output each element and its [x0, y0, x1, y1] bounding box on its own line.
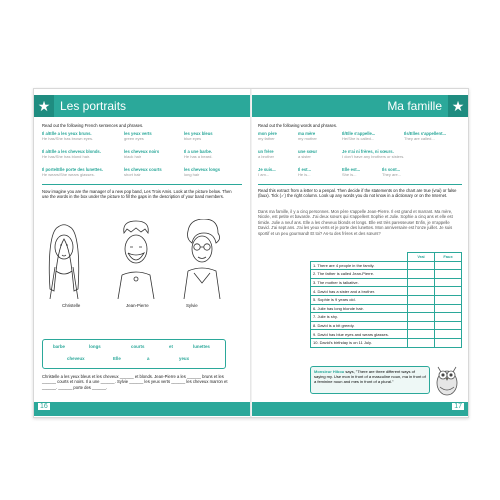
- faux-cell[interactable]: [435, 295, 462, 304]
- word-item: longs: [89, 344, 101, 349]
- phrase-en: a brother: [258, 154, 275, 159]
- left-title: Les portraits: [60, 99, 127, 113]
- vrai-cell[interactable]: [408, 270, 435, 279]
- name-christelle: Christelle: [62, 303, 81, 308]
- phrase-fr: Il porte/Elle porte des lunettes.: [42, 167, 103, 172]
- note-speaker: Monsieur Hibou: [314, 369, 345, 374]
- phrase-en: my mother: [298, 136, 317, 141]
- word-item: lunettes: [193, 344, 210, 349]
- page-number: 16: [40, 403, 48, 410]
- phrase-en: He is...: [298, 172, 311, 177]
- phrase-pair: [184, 131, 244, 141]
- phrase-fr: Il est...: [298, 167, 312, 172]
- phrase-en: He has a beard.: [184, 154, 213, 159]
- phrase-pair: [382, 167, 422, 177]
- phrase-pair: [298, 167, 336, 177]
- statement: 10. David's birthday is on 11 July.: [311, 338, 408, 347]
- word-item: courts: [131, 344, 145, 349]
- phrase-en: black hair: [124, 154, 142, 159]
- header-faux: Faux: [435, 253, 462, 262]
- phrase-en: He wears/She wears glasses.: [42, 172, 95, 177]
- vrai-cell[interactable]: [408, 295, 435, 304]
- star-icon: ★: [448, 95, 468, 117]
- phrase-pair: [298, 131, 336, 141]
- phrase-en: I am...: [258, 172, 270, 177]
- word-box: [42, 339, 226, 369]
- phrase-pair: [342, 167, 380, 177]
- phrase-pair: [184, 167, 244, 177]
- phrase-en: I don't have any brothers or sisters.: [342, 154, 405, 159]
- phrase-fr: Elle est...: [342, 167, 361, 172]
- vrai-cell[interactable]: [408, 261, 435, 270]
- vrai-cell[interactable]: [408, 287, 435, 296]
- right-title: Ma famille: [387, 99, 442, 113]
- note-text: says, "There are three different ways of saying my. Use mon in front of a masculine noun, ma in front of a feminine noun and mes in front of a plural.": [314, 369, 426, 385]
- phrase-pair: [124, 167, 179, 177]
- phrase-fr: les yeux verts: [124, 131, 152, 136]
- faux-cell[interactable]: [435, 278, 462, 287]
- phrase-en: They are...: [382, 172, 402, 177]
- phrase-fr: les cheveux courts: [124, 167, 162, 172]
- phrase-en: They are called...: [404, 136, 435, 141]
- phrase-fr: Je n'ai ni frères, ni sœurs.: [342, 149, 394, 154]
- phrase-pair: [42, 131, 112, 141]
- faux-cell[interactable]: [435, 313, 462, 322]
- phrase-fr: Ils/Elles s'appellent...: [404, 131, 446, 136]
- owl-icon: [434, 361, 460, 397]
- left-footer-bar: [34, 402, 250, 416]
- tip-note: [310, 366, 430, 394]
- phrase-fr: un frère: [258, 149, 274, 154]
- true-false-table: [310, 252, 462, 348]
- statement: 7. Julie is shy.: [311, 313, 408, 322]
- phrase-pair: [42, 167, 122, 177]
- word-item: cheveux: [67, 356, 85, 361]
- statement: 9. David has blue eyes and wears glasses.: [311, 330, 408, 339]
- faux-cell[interactable]: [435, 338, 462, 347]
- phrase-pair: [124, 131, 179, 141]
- faux-cell[interactable]: [435, 261, 462, 270]
- phrase-pair: [342, 131, 400, 141]
- fill-gaps-text: Christelle a les yeux bleus et les cheveux ______ et blonds. Jean-Pierre a les ______ bruns et les ______ courts et noirs. Il a une ______. Sylvie ______ les yeux verts ______ les cheveux marron et ______. ______ porte des ______.: [42, 374, 228, 390]
- faux-cell[interactable]: [435, 321, 462, 330]
- left-intro: Read out the following French sentences and phrases.: [42, 123, 144, 128]
- word-item: a: [147, 356, 150, 361]
- phrase-fr: les cheveux noirs: [124, 149, 160, 154]
- faux-cell[interactable]: [435, 304, 462, 313]
- phrase-en: He/She is called...: [342, 136, 375, 141]
- right-footer-bar: [252, 402, 468, 416]
- phrase-en: He has/She has brown eyes.: [42, 136, 94, 141]
- left-task: Now imagine you are the manager of a new pop band, Les Trois Amis. Look at the picture below. Then use the words in the box under the picture to fill the gaps in the description of your band members.: [42, 189, 232, 200]
- word-item: Elle: [113, 356, 121, 361]
- right-task: Read this extract from a letter to a penpal. Then decide if the statements on the chart are true (vrai) or false (faux). Tick (✓) the right column. Look up any words you do not know in a dictionary or on the Internet.: [258, 188, 457, 199]
- phrase-pair: [184, 149, 244, 159]
- phrase-en: my father: [258, 136, 275, 141]
- vrai-cell[interactable]: [408, 278, 435, 287]
- phrase-fr: Il/Elle s'appelle...: [342, 131, 376, 136]
- statement: 4. David has a sister and a brother.: [311, 287, 408, 296]
- phrase-fr: une sœur: [298, 149, 318, 154]
- left-title-bar: [34, 95, 250, 117]
- phrase-fr: Il a/Elle a les yeux bruns.: [42, 131, 92, 136]
- phrase-en: short hair: [124, 172, 141, 177]
- phrase-pair: [124, 149, 179, 159]
- statement: 2. The father is called Jean-Pierre.: [311, 270, 408, 279]
- word-item: et: [169, 344, 173, 349]
- phrase-fr: Je suis...: [258, 167, 276, 172]
- vrai-cell[interactable]: [408, 304, 435, 313]
- phrase-en: He has/She has blond hair.: [42, 154, 91, 159]
- faux-cell[interactable]: [435, 330, 462, 339]
- vrai-cell[interactable]: [408, 313, 435, 322]
- phrase-pair: [258, 131, 296, 141]
- right-intro: Read out the following words and phrases.: [258, 123, 338, 128]
- phrase-fr: Il a une barbe.: [184, 149, 213, 154]
- phrase-pair: [258, 167, 296, 177]
- phrase-fr: les yeux bleus: [184, 131, 213, 136]
- phrase-fr: mon père: [258, 131, 277, 136]
- phrase-en: She is...: [342, 172, 357, 177]
- vrai-cell[interactable]: [408, 321, 435, 330]
- band-illustration: [42, 219, 230, 299]
- header-vrai: Vrai: [408, 253, 435, 262]
- statement: 1. There are 4 people in the family.: [311, 261, 408, 270]
- phrase-en: green eyes: [124, 136, 144, 141]
- phrase-pair: [258, 149, 296, 159]
- section-divider: [258, 184, 462, 185]
- penpal-letter: Dans ma famille, il y a cinq personnes. Mon père s'appelle Jean-Pierre. Il est grand et marrant. Ma mère, Nicole, est petite et bavarde. J'ai deux sœurs qui s'appellent Sophie et Julie. Sophie a cinq ans et elle est timide. Julie a neuf ans. Elle a les cheveux blonds et longs. Elle est très paresseuse! Enfin, je m'appelle David. J'ai sept ans. J'ai les yeux verts et je porte des lunettes. Mon anniversaire est l'onze juillet. Je suis sportif et un peu gourmand! Et toi? As-tu des frères et des sœurs?: [258, 209, 453, 236]
- faux-cell[interactable]: [435, 287, 462, 296]
- name-sylvie: Sylvie: [186, 303, 198, 308]
- phrase-pair: [404, 131, 464, 141]
- section-divider: [42, 184, 242, 185]
- statement: 6. Julie has long blonde hair.: [311, 304, 408, 313]
- statement: 5. Sophie is 9 years old.: [311, 295, 408, 304]
- left-page: [34, 89, 250, 417]
- phrase-fr: Ils sont...: [382, 167, 401, 172]
- word-item: yeux: [179, 356, 190, 361]
- phrase-fr: ma mère: [298, 131, 316, 136]
- vrai-cell[interactable]: [408, 338, 435, 347]
- phrase-en: long hair: [184, 172, 200, 177]
- page-number: 17: [454, 403, 462, 410]
- phrase-en: a sister: [298, 154, 311, 159]
- word-item: barbe: [53, 344, 65, 349]
- vrai-cell[interactable]: [408, 330, 435, 339]
- phrase-fr: les cheveux longs: [184, 167, 221, 172]
- right-title-bar: [252, 95, 468, 117]
- name-jean-pierre: Jean-Pierre: [126, 303, 149, 308]
- right-page: [252, 89, 468, 417]
- book-spread: [33, 88, 469, 418]
- phrase-pair: [42, 149, 122, 159]
- faux-cell[interactable]: [435, 270, 462, 279]
- header-blank: [311, 253, 408, 262]
- phrase-pair: [298, 149, 336, 159]
- phrase-fr: Il a/Elle a les cheveux blonds.: [42, 149, 101, 154]
- phrase-en: blue eyes: [184, 136, 202, 141]
- statement: 8. David is a bit greedy.: [311, 321, 408, 330]
- phrase-pair: [342, 149, 462, 159]
- statement: 3. The mother is talkative.: [311, 278, 408, 287]
- star-icon: ★: [34, 95, 54, 117]
